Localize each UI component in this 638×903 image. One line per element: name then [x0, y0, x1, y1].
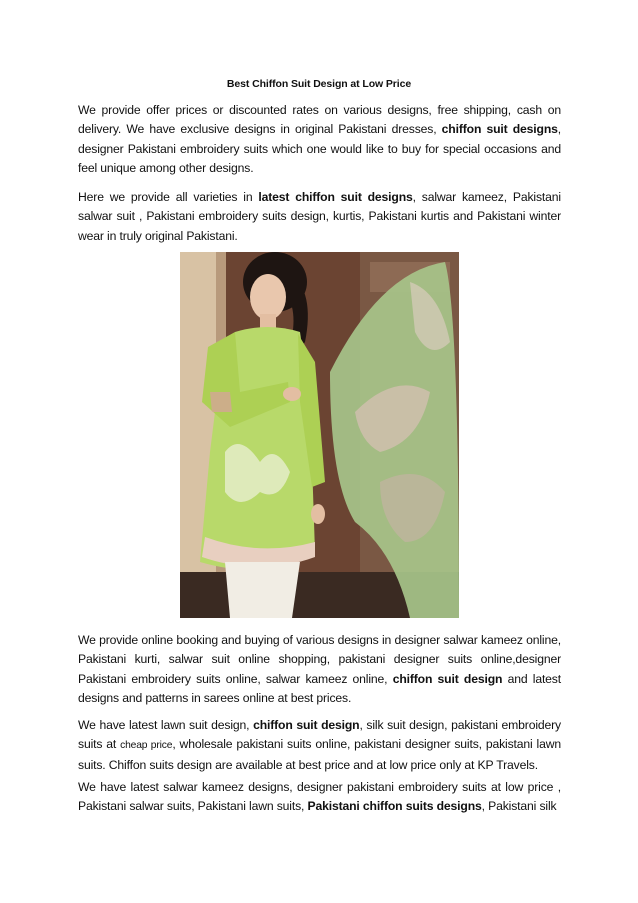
bold-keyword: Pakistani chiffon suits designs — [307, 799, 482, 814]
product-photo — [180, 252, 459, 618]
paragraph-varieties — [78, 188, 561, 246]
sleeve-embroidery — [210, 392, 232, 412]
text-run: We have latest lawn suit design, — [78, 718, 254, 732]
trousers — [225, 562, 300, 618]
text-run: , Pakistani silk — [481, 799, 557, 814]
bold-keyword: chiffon suit designs — [441, 122, 558, 137]
paragraph-intro — [78, 101, 561, 178]
bold-keyword: chiffon suit design — [253, 718, 360, 732]
bold-keyword: chiffon suit design — [392, 671, 503, 686]
document-title: Best Chiffon Suit Design at Low Price — [226, 78, 412, 90]
bold-keyword: latest chiffon suit designs — [258, 190, 413, 204]
small-text-run: cheap price — [120, 740, 173, 752]
text-run: We provide online booking and buying of various designs in designer salwar kameez online, Pakistani kurti, salwar suit online shopping, pakistani designer suits online,designer Pakistani embroidery suits online, salwar kameez online, — [78, 633, 561, 686]
paragraph-online-booking — [78, 631, 561, 708]
text-run: Here we provide all varieties in — [78, 190, 259, 204]
text-run: We provide offer prices or discounted rates on various designs, free shipping, cash on delivery. We have exclusive designs in original Pakistani dresses, — [78, 103, 561, 137]
paragraph-latest-designs — [78, 716, 561, 775]
text-run: , designer Pakistani embroidery suits which one would like to buy for special occasions and feel unique among other designs. — [78, 122, 561, 175]
text-run: , salwar kameez, Pakistani salwar suit , Pakistani embroidery suits design, kurtis, Pakistani kurtis and Pakistani winter wear in truly original Pakistani. — [78, 190, 561, 243]
hand — [311, 504, 325, 524]
text-run: and latest designs and patterns in sarees online at best prices. — [78, 671, 561, 705]
text-run: , silk suit design, pakistani embroidery suits at — [78, 718, 562, 752]
text-run: , wholesale pakistani suits online, pakistani designer suits, pakistani lawn suits. Chiffon suits design are available at best price and at low price only at KP Travels. — [78, 737, 561, 772]
model-image — [180, 252, 459, 618]
paragraph-salwar-kameez — [78, 778, 561, 817]
text-run: We have latest salwar kameez designs, designer pakistani embroidery suits at low price , Pakistani salwar suits, Pakistani lawn suits, — [78, 780, 561, 814]
hand — [283, 387, 301, 401]
face — [250, 274, 286, 320]
